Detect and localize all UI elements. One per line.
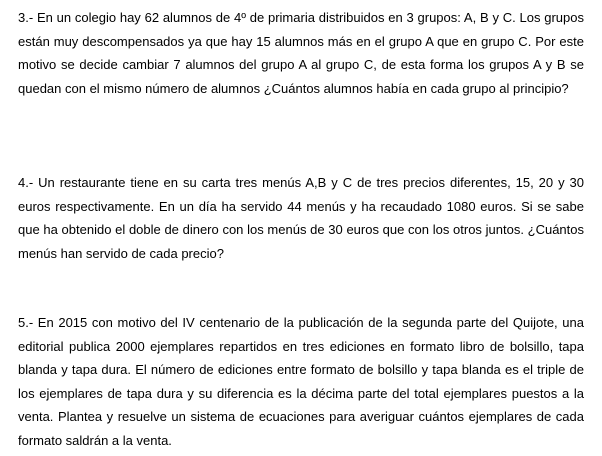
problem-5-text: 5.- En 2015 con motivo del IV centenario de la publicación de la segunda parte del Quijote, una editorial publica 2000 ejemplares repartidos en tres ediciones en formato libro de bolsillo, tapa blanda y tapa dura. El número de ediciones entre formato de bolsillo y tapa blanda es el triple de los ejemplares de tapa dura y su diferencia es la décima parte del total ejemplares puestos a la venta. Plantea y resuelve un sistema de ecuaciones para averiguar cuántos ejemplares de cada formato saldrán a la venta. [18, 315, 584, 448]
problem-4-text: 4.- Un restaurante tiene en su carta tres menús A,B y C de tres precios diferentes, 15, 20 y 30 euros respectivamente. En un día ha servido 44 menús y ha recaudado 1080 euros. Si se sabe que ha obtenido el doble de dinero con los menús de 30 euros que con los otros juntos. ¿Cuántos menús han servido de cada precio? [18, 175, 584, 261]
problem-3-text: 3.- En un colegio hay 62 alumnos de 4º de primaria distribuidos en 3 grupos: A, B y C. Los grupos están muy descompensados ya que hay 15 alumnos más en el grupo A que en grupo C. Por este motivo se decide cambiar 7 alumnos del grupo A al grupo C, de esta forma los grupos A y B se quedan con el mismo número de alumnos ¿Cuántos alumnos había en cada grupo al principio? [18, 10, 584, 96]
